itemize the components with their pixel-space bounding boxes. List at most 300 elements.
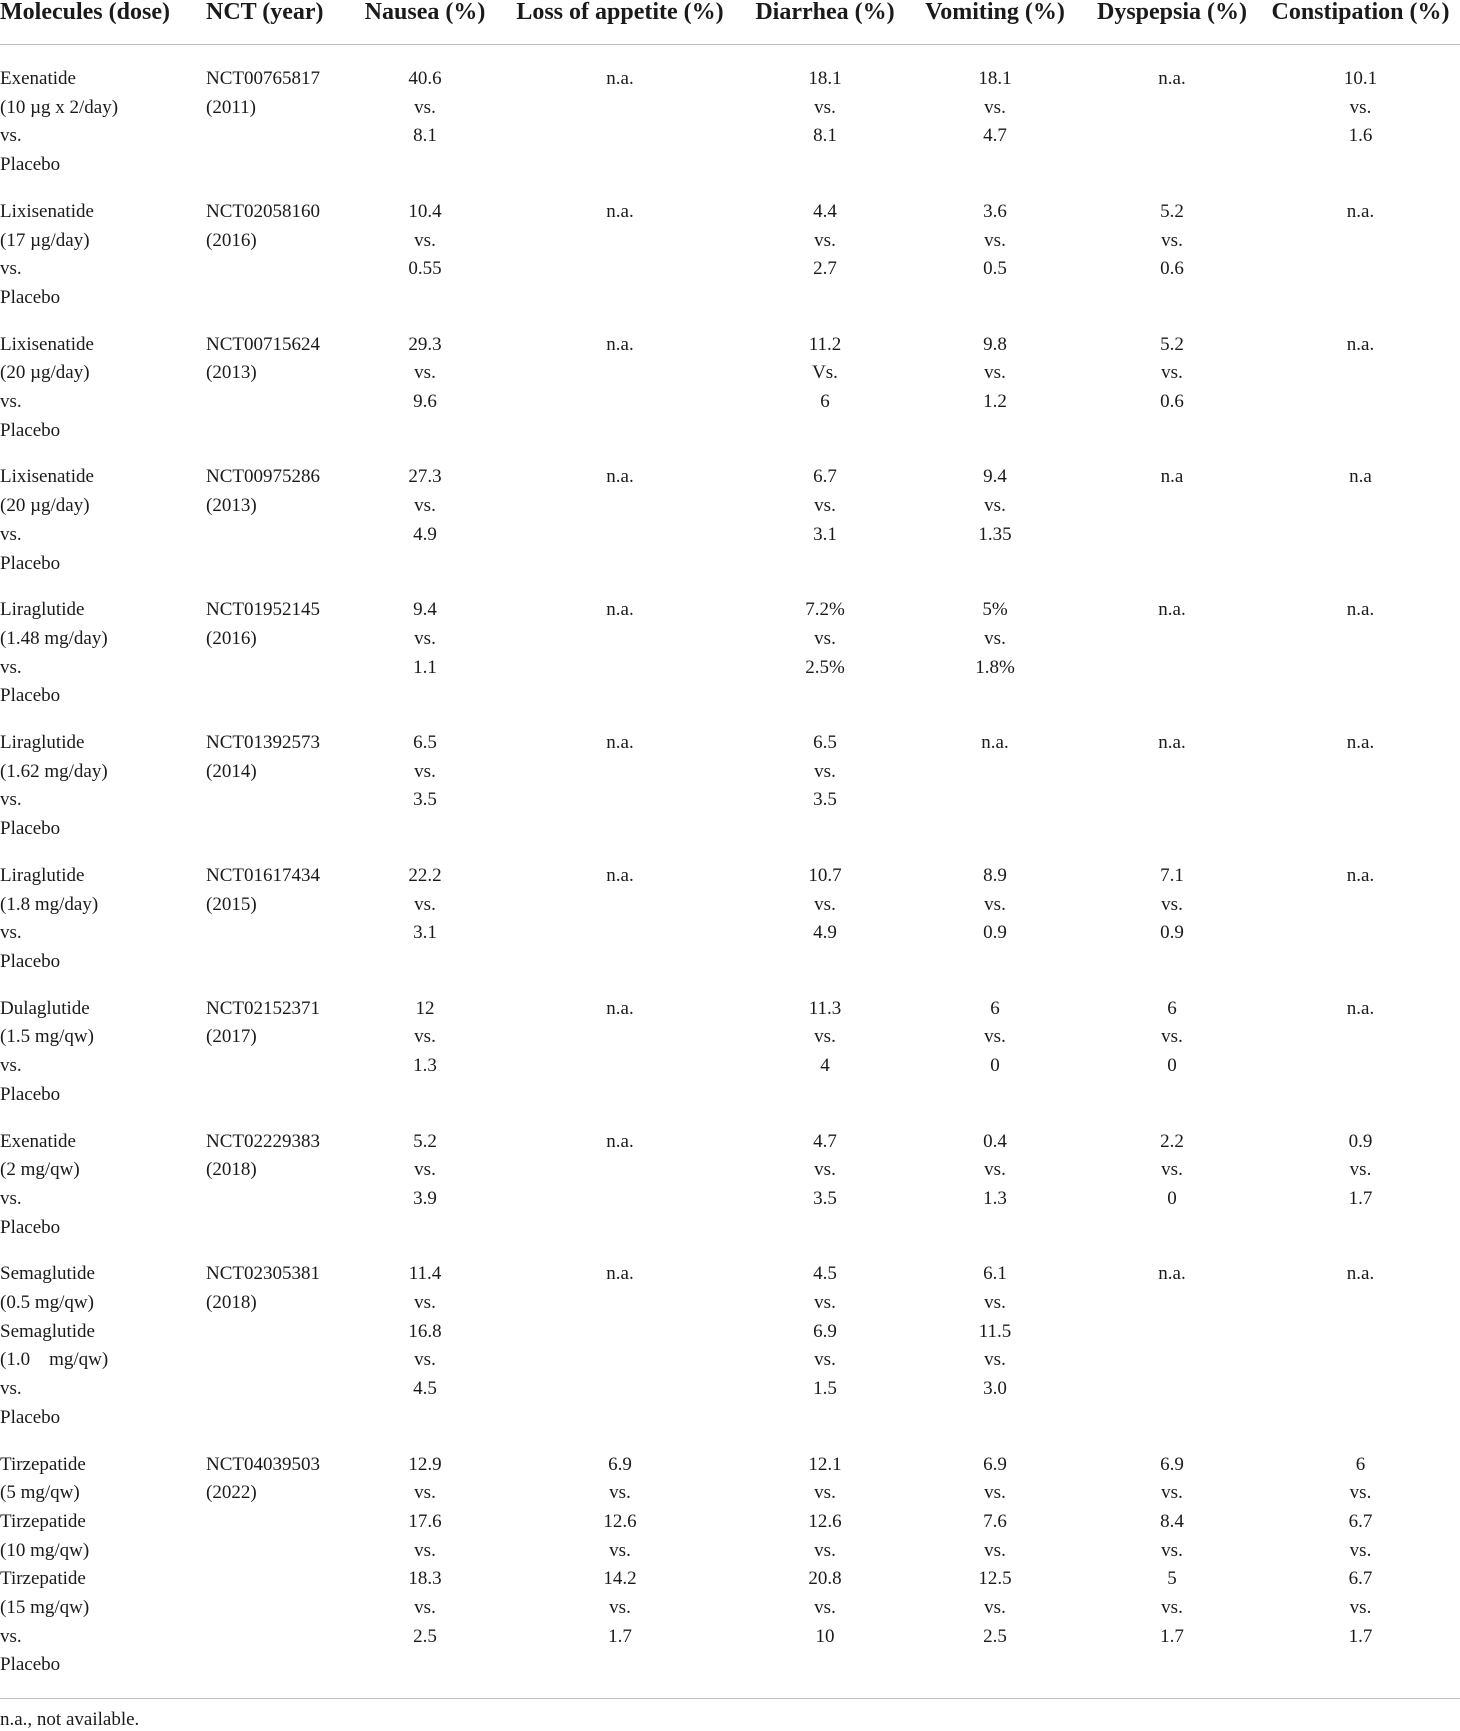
cell-vomiting	[907, 844, 1083, 977]
cell-line: vs.	[1161, 1482, 1183, 1504]
cell-line: (2018)	[206, 1292, 257, 1314]
cell-line: n.a.	[606, 68, 634, 89]
cell-line: (15 mg/qw)	[0, 1597, 90, 1619]
cell-dyspepsia	[1083, 844, 1261, 977]
cell-diarrhea	[743, 1110, 907, 1243]
cell-line: 6	[1167, 997, 1177, 1019]
cell-line: 2.2	[1160, 1130, 1184, 1152]
cell-line: vs.	[0, 391, 22, 413]
cell-line: vs.	[984, 1539, 1006, 1561]
cell-line: 3.6	[983, 200, 1007, 222]
cell-molecules	[0, 45, 206, 180]
cell-dyspepsia	[1083, 180, 1261, 313]
cell-line: (1.62 mg/day)	[0, 760, 108, 782]
cell-nct	[206, 180, 353, 313]
cell-line: 0.9	[983, 922, 1007, 944]
cell-nausea	[353, 445, 497, 578]
header-constipation: Constipation (%)	[1261, 0, 1460, 45]
cell-line: 4.7	[983, 125, 1007, 147]
cell-line: n.a.	[1346, 200, 1375, 222]
cell-line: vs.	[1161, 1539, 1183, 1561]
cell-constipation	[1261, 844, 1460, 977]
cell-line: vs.	[814, 495, 836, 517]
cell-line: (20 µg/day)	[0, 362, 90, 384]
cell-line: (2015)	[206, 893, 257, 915]
cell-line: 6.7	[1348, 1510, 1373, 1532]
cell-line: 8.1	[813, 125, 837, 147]
cell-line: n.a.	[606, 1130, 634, 1152]
cell-diarrhea	[743, 313, 907, 446]
cell-line: n.a.	[1346, 864, 1375, 886]
table-row	[0, 578, 1460, 711]
cell-line: 6	[820, 391, 830, 413]
cell-line: NCT01952145	[206, 599, 320, 621]
cell-line: (2014)	[206, 760, 257, 782]
cell-line: vs.	[814, 1026, 836, 1048]
table-row	[0, 977, 1460, 1110]
cell-line: 1.7	[1160, 1625, 1184, 1647]
cell-line: 7.2%	[805, 599, 845, 621]
cell-constipation	[1261, 445, 1460, 578]
cell-nausea	[353, 1110, 497, 1243]
cell-line: Placebo	[0, 1083, 61, 1105]
cell-line: 1.5	[813, 1378, 837, 1400]
cell-line: 1.7	[1348, 1187, 1373, 1209]
cell-line: vs.	[814, 760, 836, 782]
cell-line: 18.1	[978, 68, 1012, 89]
cell-nct	[206, 313, 353, 446]
header-nct: NCT (year)	[206, 0, 353, 45]
cell-loss-of-appetite	[497, 578, 743, 711]
cell-line: 12.6	[603, 1510, 637, 1532]
cell-line: 2.5	[413, 1625, 437, 1647]
cell-constipation	[1261, 1110, 1460, 1243]
cell-line: 4.5	[813, 1263, 837, 1285]
cell-line: Lixisenatide	[0, 200, 94, 222]
cell-line: vs.	[1161, 1597, 1183, 1619]
cell-line: vs.	[814, 1349, 836, 1371]
cell-line: 16.8	[408, 1320, 442, 1342]
cell-line: 6.9	[1160, 1453, 1184, 1475]
cell-dyspepsia	[1083, 1110, 1261, 1243]
cell-line: 3.0	[983, 1378, 1007, 1400]
cell-line: Tirzepatide	[0, 1568, 86, 1590]
table-row	[0, 313, 1460, 446]
cell-line: Placebo	[0, 1406, 61, 1428]
cell-molecules	[0, 1242, 206, 1432]
table-row	[0, 1110, 1460, 1243]
cell-line: vs.	[414, 760, 436, 782]
cell-diarrhea	[743, 445, 907, 578]
cell-line: 6.9	[608, 1453, 632, 1475]
cell-line: vs.	[984, 1597, 1006, 1619]
cell-line: Liraglutide	[0, 599, 85, 621]
cell-molecules	[0, 711, 206, 844]
cell-line: vs.	[0, 789, 22, 811]
cell-line: Placebo	[0, 1216, 61, 1238]
cell-line: (1.48 mg/day)	[0, 627, 108, 649]
cell-line: 9.8	[983, 333, 1007, 355]
cell-line: NCT00765817	[206, 68, 320, 89]
cell-molecules	[0, 445, 206, 578]
cell-line: n.a.	[606, 466, 634, 488]
cell-nausea	[353, 45, 497, 180]
cell-line: vs.	[814, 229, 836, 251]
cell-molecules	[0, 977, 206, 1110]
cell-diarrhea	[743, 977, 907, 1110]
cell-line: 20.8	[808, 1568, 842, 1590]
cell-line: vs.	[414, 96, 436, 118]
cell-line: 0.9	[1348, 1130, 1373, 1152]
cell-line: 1.7	[608, 1625, 632, 1647]
table-row	[0, 180, 1460, 313]
cell-line: 6.9	[813, 1320, 837, 1342]
cell-line: (2018)	[206, 1159, 257, 1181]
cell-line: vs.	[0, 922, 22, 944]
cell-line: vs.	[1161, 1159, 1183, 1181]
cell-line: n.a.	[1346, 1263, 1375, 1285]
cell-line: vs.	[0, 1187, 22, 1209]
cell-line: 11.2	[808, 333, 842, 355]
cell-line: 1.2	[983, 391, 1007, 413]
cell-line: 9.4	[413, 599, 437, 621]
cell-line: 6.7	[813, 466, 837, 488]
cell-loss-of-appetite	[497, 1433, 743, 1699]
cell-line: 4.5	[413, 1378, 437, 1400]
cell-line: Exenatide	[0, 68, 76, 89]
header-loss-of-appetite: Loss of appetite (%)	[497, 0, 743, 45]
cell-dyspepsia	[1083, 1242, 1261, 1432]
cell-line: 17.6	[408, 1510, 442, 1532]
cell-nct	[206, 1433, 353, 1699]
cell-line: n.a.	[606, 333, 634, 355]
cell-line: vs.	[1349, 1539, 1372, 1561]
table-row	[0, 844, 1460, 977]
cell-constipation	[1261, 977, 1460, 1110]
cell-line: 4.7	[813, 1130, 837, 1152]
cell-line: vs.	[984, 1482, 1006, 1504]
cell-line: vs.	[609, 1482, 631, 1504]
cell-line: Tirzepatide	[0, 1510, 86, 1532]
cell-line: vs.	[1349, 1159, 1372, 1181]
cell-line: NCT01392573	[206, 732, 320, 754]
header-vomiting: Vomiting (%)	[907, 0, 1083, 45]
cell-line: (0.5 mg/qw)	[0, 1292, 94, 1314]
cell-line: n.a.	[606, 864, 634, 886]
cell-line: vs.	[414, 1349, 436, 1371]
cell-line: vs.	[414, 1292, 436, 1314]
cell-line: (2013)	[206, 495, 257, 517]
cell-line: 8.9	[983, 864, 1007, 886]
cell-line: n.a.	[606, 200, 634, 222]
header-row	[0, 0, 1460, 45]
cell-line: Tirzepatide	[0, 1453, 86, 1475]
cell-dyspepsia	[1083, 578, 1261, 711]
cell-line: Liraglutide	[0, 732, 85, 754]
cell-line: 12.5	[978, 1568, 1012, 1590]
cell-line: 0.9	[1160, 922, 1184, 944]
cell-line: NCT02305381	[206, 1263, 320, 1285]
cell-line: n.a	[1160, 466, 1184, 488]
table-row	[0, 1433, 1460, 1699]
cell-loss-of-appetite	[497, 1110, 743, 1243]
cell-line: 5.2	[1160, 200, 1184, 222]
cell-line: 6	[990, 997, 1000, 1019]
cell-line: n.a.	[1346, 333, 1375, 355]
cell-vomiting	[907, 445, 1083, 578]
cell-line: vs.	[414, 627, 436, 649]
cell-vomiting	[907, 977, 1083, 1110]
cell-molecules	[0, 313, 206, 446]
cell-line: (1.8 mg/day)	[0, 893, 99, 915]
cell-constipation	[1261, 313, 1460, 446]
cell-line: 2.5%	[805, 656, 845, 678]
table-row	[0, 711, 1460, 844]
cell-line: 4.9	[813, 922, 837, 944]
cell-dyspepsia	[1083, 313, 1261, 446]
cell-line: 6.5	[813, 732, 837, 754]
cell-line: vs.	[1161, 362, 1183, 384]
cell-line: n.a.	[606, 1263, 634, 1285]
cell-line: 18.3	[408, 1568, 442, 1590]
cell-line: vs.	[1349, 1597, 1372, 1619]
cell-constipation	[1261, 578, 1460, 711]
cell-line: NCT02058160	[206, 200, 320, 222]
cell-molecules	[0, 180, 206, 313]
cell-nct	[206, 45, 353, 180]
cell-line: Lixisenatide	[0, 333, 94, 355]
header-molecules: Molecules (dose)	[0, 0, 206, 45]
cell-line: NCT00975286	[206, 466, 320, 488]
cell-line: 0	[990, 1055, 1000, 1077]
cell-line: (1.0 mg/qw)	[0, 1349, 109, 1371]
cell-vomiting	[907, 711, 1083, 844]
cell-line: vs.	[984, 362, 1006, 384]
cell-line: vs.	[984, 1159, 1006, 1181]
cell-line: (2016)	[206, 627, 257, 649]
cell-line: vs.	[0, 258, 22, 280]
cell-line: vs.	[814, 1482, 836, 1504]
cell-line: vs.	[814, 96, 836, 118]
cell-line: vs.	[814, 1159, 836, 1181]
cell-line: vs.	[1161, 893, 1183, 915]
cell-line: NCT04039503	[206, 1453, 320, 1475]
cell-vomiting	[907, 180, 1083, 313]
cell-line: Placebo	[0, 286, 61, 308]
cell-line: vs.	[814, 1539, 836, 1561]
cell-diarrhea	[743, 1242, 907, 1432]
cell-line: vs.	[1161, 229, 1183, 251]
cell-line: n.a.	[1346, 997, 1375, 1019]
cell-line: vs.	[0, 1378, 22, 1400]
cell-line: 0.4	[983, 1130, 1007, 1152]
cell-loss-of-appetite	[497, 844, 743, 977]
cell-line: vs.	[1349, 1482, 1372, 1504]
cell-line: vs.	[414, 1482, 436, 1504]
cell-line: vs.	[984, 96, 1006, 118]
cell-dyspepsia	[1083, 1433, 1261, 1699]
cell-line: vs.	[414, 1597, 436, 1619]
cell-line: n.a.	[1158, 68, 1186, 89]
cell-loss-of-appetite	[497, 313, 743, 446]
cell-line: 29.3	[408, 333, 442, 355]
table-body	[0, 45, 1460, 1699]
cell-molecules	[0, 1433, 206, 1699]
cell-line: 1.3	[983, 1187, 1007, 1209]
cell-line: 5	[1167, 1568, 1177, 1590]
cell-line: vs.	[414, 893, 436, 915]
cell-line: 11.4	[408, 1263, 442, 1285]
cell-line: 5.2	[1160, 333, 1184, 355]
cell-line: 12.1	[808, 1453, 842, 1475]
cell-nausea	[353, 977, 497, 1110]
cell-nausea	[353, 844, 497, 977]
cell-line: vs.	[1161, 1026, 1183, 1048]
cell-line: vs.	[814, 1597, 836, 1619]
cell-loss-of-appetite	[497, 711, 743, 844]
cell-line: (2011)	[206, 96, 256, 118]
cell-line: Placebo	[0, 1654, 61, 1676]
cell-line: 0.55	[408, 258, 442, 280]
cell-line: Exenatide	[0, 1130, 76, 1152]
cell-nct	[206, 1242, 353, 1432]
cell-diarrhea	[743, 844, 907, 977]
cell-line: 1.35	[978, 523, 1012, 545]
cell-line: 3.5	[413, 789, 437, 811]
cell-constipation	[1261, 1433, 1460, 1699]
cell-line: vs.	[414, 1159, 436, 1181]
cell-line: n.a.	[1158, 599, 1186, 621]
cell-nausea	[353, 711, 497, 844]
cell-line: vs.	[984, 893, 1006, 915]
cell-molecules	[0, 844, 206, 977]
cell-vomiting	[907, 1433, 1083, 1699]
cell-line: 9.6	[413, 391, 437, 413]
cell-diarrhea	[743, 578, 907, 711]
cell-line: 10.7	[808, 864, 842, 886]
cell-line: (20 µg/day)	[0, 495, 90, 517]
header-nausea: Nausea (%)	[353, 0, 497, 45]
table-row	[0, 445, 1460, 578]
cell-line: 1.1	[413, 656, 437, 678]
cell-line: (2017)	[206, 1026, 257, 1048]
cell-line: vs.	[414, 1539, 436, 1561]
cell-loss-of-appetite	[497, 1242, 743, 1432]
cell-nct	[206, 711, 353, 844]
cell-line: 10.1	[1343, 68, 1378, 89]
cell-line: 7.1	[1160, 864, 1184, 886]
cell-line: 4.4	[813, 200, 837, 222]
cell-line: Semaglutide	[0, 1320, 95, 1342]
cell-line: vs.	[0, 656, 22, 678]
cell-line: n.a.	[1346, 732, 1375, 754]
table-footnote: n.a., not available.	[0, 1709, 140, 1731]
cell-nct	[206, 1110, 353, 1243]
cell-line: NCT02229383	[206, 1130, 320, 1152]
cell-line: vs.	[0, 523, 22, 545]
cell-dyspepsia	[1083, 977, 1261, 1110]
cell-line: (2022)	[206, 1482, 257, 1504]
cell-vomiting	[907, 1242, 1083, 1432]
cell-line: 6.7	[1348, 1568, 1373, 1590]
cell-line: vs.	[0, 1055, 22, 1077]
cell-line: n.a	[1349, 466, 1372, 488]
cell-line: NCT01617434	[206, 864, 320, 886]
cell-line: 12.6	[808, 1510, 842, 1532]
cell-line: Lixisenatide	[0, 466, 94, 488]
cell-line: 6.9	[983, 1453, 1007, 1475]
cell-line: n.a.	[1158, 1263, 1186, 1285]
cell-line: n.a.	[1158, 732, 1186, 754]
cell-line: Placebo	[0, 685, 61, 707]
cell-loss-of-appetite	[497, 977, 743, 1110]
cell-line: (1.5 mg/qw)	[0, 1026, 94, 1048]
cell-nct	[206, 977, 353, 1110]
cell-line: 22.2	[408, 864, 442, 886]
cell-constipation	[1261, 45, 1460, 180]
cell-line: Semaglutide	[0, 1263, 95, 1285]
cell-line: vs.	[984, 1292, 1006, 1314]
cell-line: 4	[820, 1055, 830, 1077]
cell-line: n.a.	[606, 732, 634, 754]
cell-line: 8.4	[1160, 1510, 1184, 1532]
cell-line: 40.6	[408, 68, 442, 89]
table-row	[0, 1242, 1460, 1432]
cell-line: NCT00715624	[206, 333, 320, 355]
cell-diarrhea	[743, 45, 907, 180]
cell-line: Placebo	[0, 818, 61, 840]
cell-line: 12	[415, 997, 435, 1019]
cell-line: 6	[1355, 1453, 1366, 1475]
cell-loss-of-appetite	[497, 180, 743, 313]
cell-line: 5%	[982, 599, 1008, 621]
cell-line: n.a.	[1346, 599, 1375, 621]
cell-line: 5.2	[413, 1130, 437, 1152]
cell-line: 3.9	[413, 1187, 437, 1209]
cell-line: 1.6	[1348, 125, 1373, 147]
cell-line: vs.	[984, 1026, 1006, 1048]
cell-line: vs.	[609, 1539, 631, 1561]
cell-line: 3.5	[813, 789, 837, 811]
cell-line: (5 mg/qw)	[0, 1482, 80, 1504]
cell-constipation	[1261, 1242, 1460, 1432]
table-row	[0, 45, 1460, 180]
cell-nct	[206, 844, 353, 977]
cell-line: Dulaglutide	[0, 997, 90, 1019]
cell-line: Placebo	[0, 552, 61, 574]
cell-line: 8.1	[413, 125, 437, 147]
cell-line: (17 µg/day)	[0, 229, 90, 251]
cell-line: 10	[815, 1625, 835, 1647]
cell-line: 2.5	[983, 1625, 1007, 1647]
cell-line: vs.	[984, 627, 1006, 649]
cell-line: vs.	[414, 362, 436, 384]
cell-molecules	[0, 578, 206, 711]
cell-line: vs.	[984, 495, 1006, 517]
cell-line: vs.	[984, 1349, 1006, 1371]
cell-line: 6.1	[983, 1263, 1007, 1285]
cell-line: n.a.	[606, 997, 634, 1019]
cell-line: vs.	[609, 1597, 631, 1619]
cell-dyspepsia	[1083, 445, 1261, 578]
cell-diarrhea	[743, 711, 907, 844]
cell-loss-of-appetite	[497, 45, 743, 180]
cell-nausea	[353, 578, 497, 711]
cell-line: vs.	[1349, 96, 1372, 118]
cell-line: vs.	[414, 495, 436, 517]
cell-loss-of-appetite	[497, 445, 743, 578]
cell-line: n.a.	[981, 732, 1009, 754]
